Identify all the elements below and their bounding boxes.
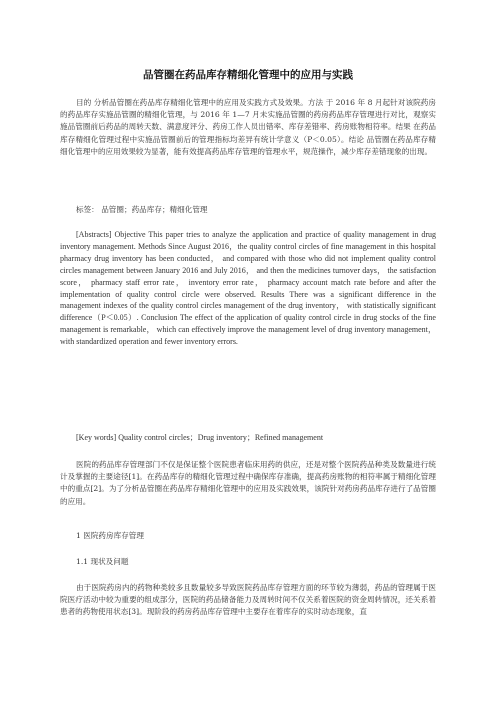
- abstract-english: [Abstracts] Objective This paper tries to analyze the application and practice of quality management in drug inventory management. Methods Since August 2016，the quality control circles of fine management in this hospital pharmacy drug inventory has been conducted， and compared with those who did not implement quality control circles management between January 2016 and July 2016， and then the medicines turnover days， the satisfaction score， pharmacy staff error rate， inventory error rate， pharmacy account match rate before and after the implementation of quality control circle were observed. Results There was a significant difference in the management indexes of the quality control circles management of the drug inventory， with statistically significant difference（P＜0.05）. Conclusion The effect of the application of quality control circle in drug stocks of the fine management is remarkable， which can effectively improve the management level of drug inventory management， with standardized operation and fewer inventory errors.: [60, 230, 436, 347]
- section-heading-1-1: 1.1 现状及问题: [76, 557, 129, 566]
- body-paragraph: 由于医院药房内的药物种类较多且数量较多导致医院药品库存管理方面的环节较为薄弱，药品的管理属于医院医疗活动中较为重要的组成部分，医院的药品储备能力及周转时间不仅关系着医院的资金周转情况，还关系着患者的药物使用状态[3]。现阶段的药房药品库存管理中主要存在着库存的实时动态现象，直: [60, 583, 436, 617]
- abstract-chinese: 目的 分析品管圈在药品库存精细化管理中的应用及实践方式及效果。方法 于 2016 年 8 月起针对该院药房的药品库存实施品管圈的精细化管理，与 2016 年 1—7 月未实施品管圈的药房药品库存管理进行对比，观察实施品管圈前后药品的周转天数、满意度评分、药房工作人员出错率、库存差错率、药房账物相符率。结果 在药品库存精细化管理过程中实施品管圈前后的管理指标均差异有统计学意义（P＜0.05）。结论 品管圈在药品库存精细化管理中的应用效果较为显著，能有效提高药品库存管理的管理水平，规范操作，减少库存差错现象的出现。: [60, 98, 436, 156]
- intro-paragraph: 医院的药品库存管理部门不仅是保证整个医院患者临床用药的供应，还是对整个医院药品种类及数量进行统计及掌握的主要途径[1]。在药品库存的精细化管理过程中确保库存准确，提高药房账物的相符率属于精细化管理中的重点[2]。为了分析品管圈在药品库存精细化管理中的应用及实践效果，该院针对药房药品库存进行了品管圈的应用。: [60, 460, 436, 506]
- section-heading-1: 1 医院药房库存管理: [76, 531, 144, 540]
- article-title: 品管圈在药品库存精细化管理中的应用与实践: [143, 69, 353, 81]
- keywords-chinese: 标签： 品管圈；药品库存；精细化管理: [76, 205, 208, 214]
- keywords-english: [Key words] Quality control circles；Drug inventory；Refined management: [76, 433, 324, 442]
